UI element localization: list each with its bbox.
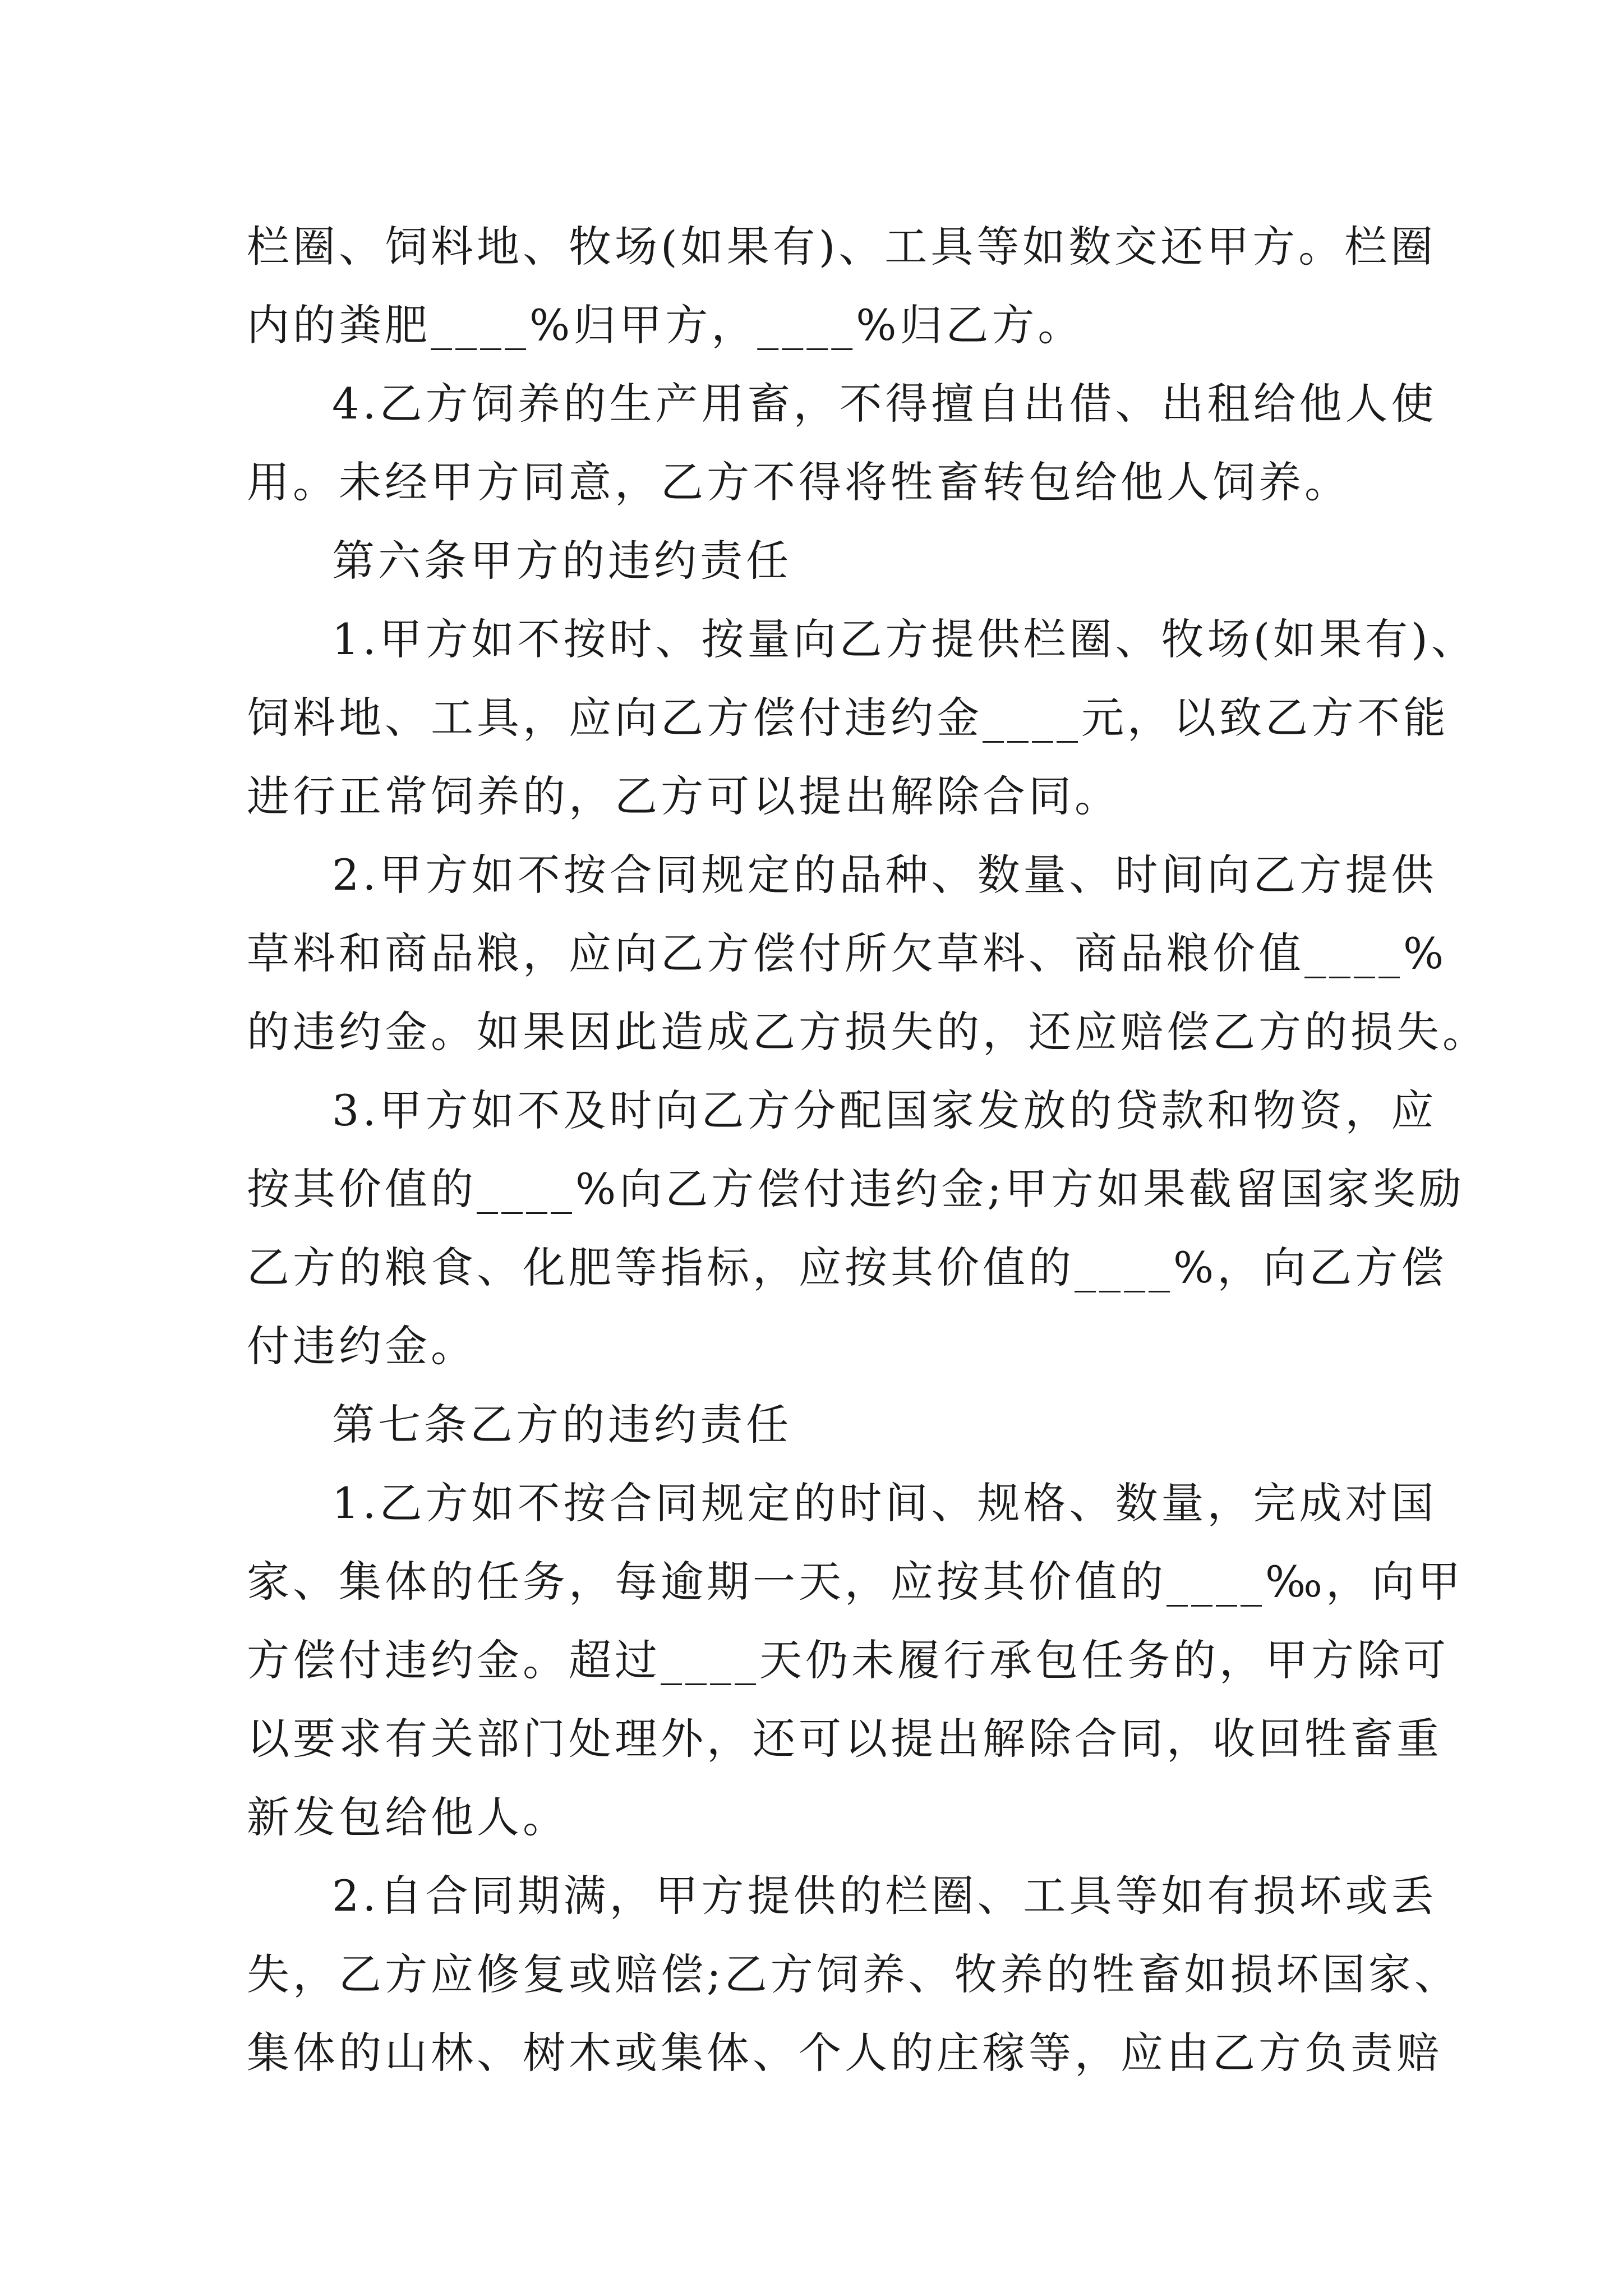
text-line: 用。未经甲方同意，乙方不得将牲畜转包给他人饲养。 (247, 457, 1350, 507)
document-body (247, 208, 1488, 2092)
text-line: 集体的山林、树木或集体、个人的庄稼等，应由乙方负责赔 (247, 2028, 1442, 2078)
text-line: 新发包给他人。 (247, 1792, 569, 1842)
text-line: 付违约金。 (247, 1321, 477, 1371)
text-line: 以要求有关部门处理外，还可以提出解除合同，收回牲畜重 (247, 1714, 1442, 1764)
text-line: 方偿付违约金。超过____天仍未履行承包任务的，甲方除可 (247, 1635, 1449, 1685)
clause-6-1-text: 1.甲方如不按时、按量向乙方提供栏圈、牧场(如果有)、 (332, 614, 1477, 664)
text-line: 按其价值的____%向乙方偿付违约金;甲方如果截留国家奖励 (247, 1164, 1465, 1214)
text-line: 失，乙方应修复或赔偿;乙方饲养、牧养的牲畜如损坏国家、 (247, 1949, 1460, 1999)
article-6-heading: 第六条甲方的违约责任 (332, 536, 792, 586)
clause-4-text: 4.乙方饲养的生产用畜，不得擅自出借、出租给他人使 (332, 379, 1437, 429)
article-7-heading: 第七条乙方的违约责任 (332, 1400, 792, 1450)
text-line: 草料和商品粮，应向乙方偿付所欠草料、商品粮价值____% (247, 928, 1447, 978)
clause-6-2-text: 2.甲方如不按合同规定的品种、数量、时间向乙方提供 (332, 850, 1437, 900)
text-line: 进行正常饲养的，乙方可以提出解除合同。 (247, 771, 1121, 821)
clause-7-1-text: 1.乙方如不按合同规定的时间、规格、数量，完成对国 (332, 1478, 1437, 1528)
text-line: 饲料地、工具，应向乙方偿付违约金____元，以致乙方不能 (247, 693, 1449, 743)
text-line: 的违约金。如果因此造成乙方损失的，还应赔偿乙方的损失。 (247, 1007, 1488, 1057)
clause-7-2-text: 2.自合同期满，甲方提供的栏圈、工具等如有损坏或丢 (332, 1871, 1437, 1921)
text-line: 内的粪肥____%归甲方，____%归乙方。 (247, 300, 1084, 350)
clause-6-3-text: 3.甲方如不及时向乙方分配国家发放的贷款和物资，应 (332, 1085, 1437, 1135)
text-line: 乙方的粮食、化肥等指标，应按其价值的____%，向乙方偿 (247, 1243, 1447, 1292)
text-line: 栏圈、饲料地、牧场(如果有)、工具等如数交还甲方。栏圈 (247, 222, 1437, 272)
text-line: 家、集体的任务，每逾期一天，应按其价值的____‰，向甲 (247, 1557, 1464, 1607)
